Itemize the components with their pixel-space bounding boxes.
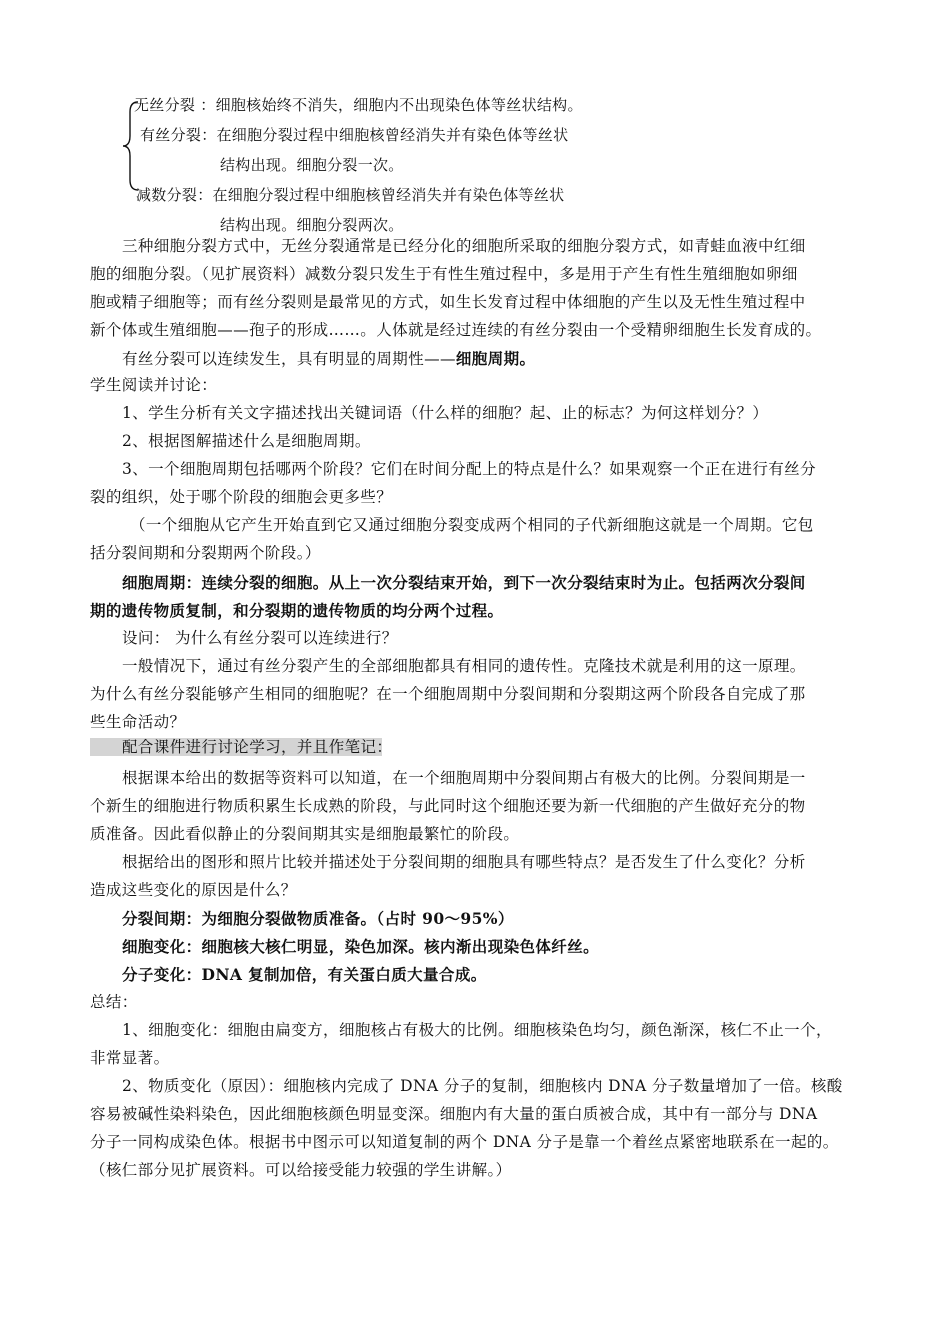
meiosis-line-1: 减数分裂：在细胞分裂过程中细胞核曾经消失并有染色体等丝状	[136, 186, 565, 204]
figure-line-1: 根据给出的图形和照片比较并描述处于分裂间期的细胞具有哪些特点？是否发生了什么变化？分析	[122, 853, 806, 871]
summary-1-line-2: 非常显著。	[90, 1049, 170, 1067]
reading-heading: 学生阅读并讨论：	[90, 376, 218, 394]
cell-change: 细胞变化：细胞核大核仁明显，染色加深。核内渐出现染色体纤丝。	[122, 937, 600, 956]
question-1: 1、学生分析有关文字描述找出关键词语（什么样的细胞？起、止的标志？为何这样划分？）	[122, 404, 769, 422]
question-3-line-2: 裂的组织，处于哪个阶段的细胞会更多些？	[90, 488, 393, 506]
definition-line-1: 细胞周期：连续分裂的细胞。从上一次分裂结束开始，到下一次分裂结束时为止。包括两次分裂间	[122, 573, 806, 592]
set-question: 设问： 为什么有丝分裂可以连续进行？	[122, 629, 398, 647]
cell-division-classification	[122, 94, 642, 236]
courseware-note: 配合课件进行讨论学习，并且作笔记：	[122, 738, 393, 756]
summary-2-line-3: 分子一同构成染色体。根据书中图示可以知道复制的两个 DNA 分子是靠一个着丝点紧密地联系在一起的。	[90, 1133, 839, 1151]
intro-text: 有丝分裂可以连续发生，具有明显的周期性——	[122, 350, 456, 368]
summary-2-line-4: （核仁部分见扩展资料。可以给接受能力较强的学生讲解。）	[90, 1161, 512, 1179]
cell-cycle-term: 细胞周期。	[455, 349, 536, 368]
data-line-3: 质准备。因此看似静止的分裂间期其实是细胞最繁忙的阶段。	[90, 825, 520, 843]
paragraph-line: 胞或精子细胞等；而有丝分裂则是最常见的方式，如生长发育过程中体细胞的产生以及无性生殖过程中	[90, 293, 806, 311]
general-line-2: 为什么有丝分裂能够产生相同的细胞呢？在一个细胞周期中分裂间期和分裂期这两个阶段各自完成了那	[90, 685, 806, 703]
general-line-3: 些生命活动？	[90, 713, 186, 731]
data-line-1: 根据课本给出的数据等资料可以知道，在一个细胞周期中分裂间期占有极大的比例。分裂间期是一	[122, 769, 806, 787]
cell-cycle-intro	[122, 346, 892, 372]
paragraph-line: 新个体或生殖细胞——孢子的形成……。人体就是经过连续的有丝分裂由一个受精卵细胞生长发育成的。	[90, 321, 822, 339]
question-3-line-1: 3、一个细胞周期包括哪两个阶段？它们在时间分配上的特点是什么？如果观察一个正在进行有丝分	[122, 460, 816, 478]
answer-line-1: （一个细胞从它产生开始直到它又通过细胞分裂变成两个相同的子代新细胞这就是一个周期。它包	[130, 516, 814, 534]
molecular-change: 分子变化：DNA 复制加倍，有关蛋白质大量合成。	[122, 965, 487, 984]
figure-line-2: 造成这些变化的原因是什么？	[90, 881, 297, 899]
definition-line-2: 期的遗传物质复制，和分裂期的遗传物质的均分两个过程。	[90, 601, 504, 620]
meiosis-line-2: 结构出现。细胞分裂两次。	[220, 216, 404, 234]
summary-heading: 总结：	[90, 993, 138, 1011]
mitosis-line-2: 结构出现。细胞分裂一次。	[220, 156, 404, 174]
mitosis-line-1: 有丝分裂：在细胞分裂过程中细胞核曾经消失并有染色体等丝状	[140, 126, 569, 144]
summary-1-line-1: 1、细胞变化：细胞由扁变方，细胞核占有极大的比例。细胞核染色均匀，颜色渐深，核仁不止一个，	[122, 1021, 832, 1039]
paragraph-line: 胞的细胞分裂。（见扩展资料）减数分裂只发生于有性生殖过程中，多是用于产生有性生殖细胞如卵细	[90, 265, 798, 283]
interphase-definition: 分裂间期：为细胞分裂做物质准备。（占时 90～95%）	[122, 909, 514, 928]
paragraph-line: 三种细胞分裂方式中，无丝分裂通常是已经分化的细胞所采取的细胞分裂方式，如青蛙血液中红细	[122, 237, 806, 255]
summary-2-line-2: 容易被碱性染料染色，因此细胞核颜色明显变深。细胞内有大量的蛋白质被合成，其中有一部分与 DNA	[90, 1105, 818, 1123]
data-line-2: 个新生的细胞进行物质积累生长成熟的阶段，与此同时这个细胞还要为新一代细胞的产生做好充分的物	[90, 797, 806, 815]
question-2: 2、根据图解描述什么是细胞周期。	[122, 432, 371, 450]
general-line-1: 一般情况下，通过有丝分裂产生的全部细胞都具有相同的遗传性。克隆技术就是利用的这一原理。	[122, 657, 806, 675]
amitosis-line: 无丝分裂 ：细胞核始终不消失，细胞内不出现染色体等丝状结构。	[134, 96, 583, 114]
summary-2-line-1: 2、物质变化（原因）：细胞核内完成了 DNA 分子的复制，细胞核内 DNA 分子数量增加了一倍。核酸	[122, 1077, 843, 1095]
answer-line-2: 括分裂间期和分裂期两个阶段。）	[90, 544, 321, 562]
